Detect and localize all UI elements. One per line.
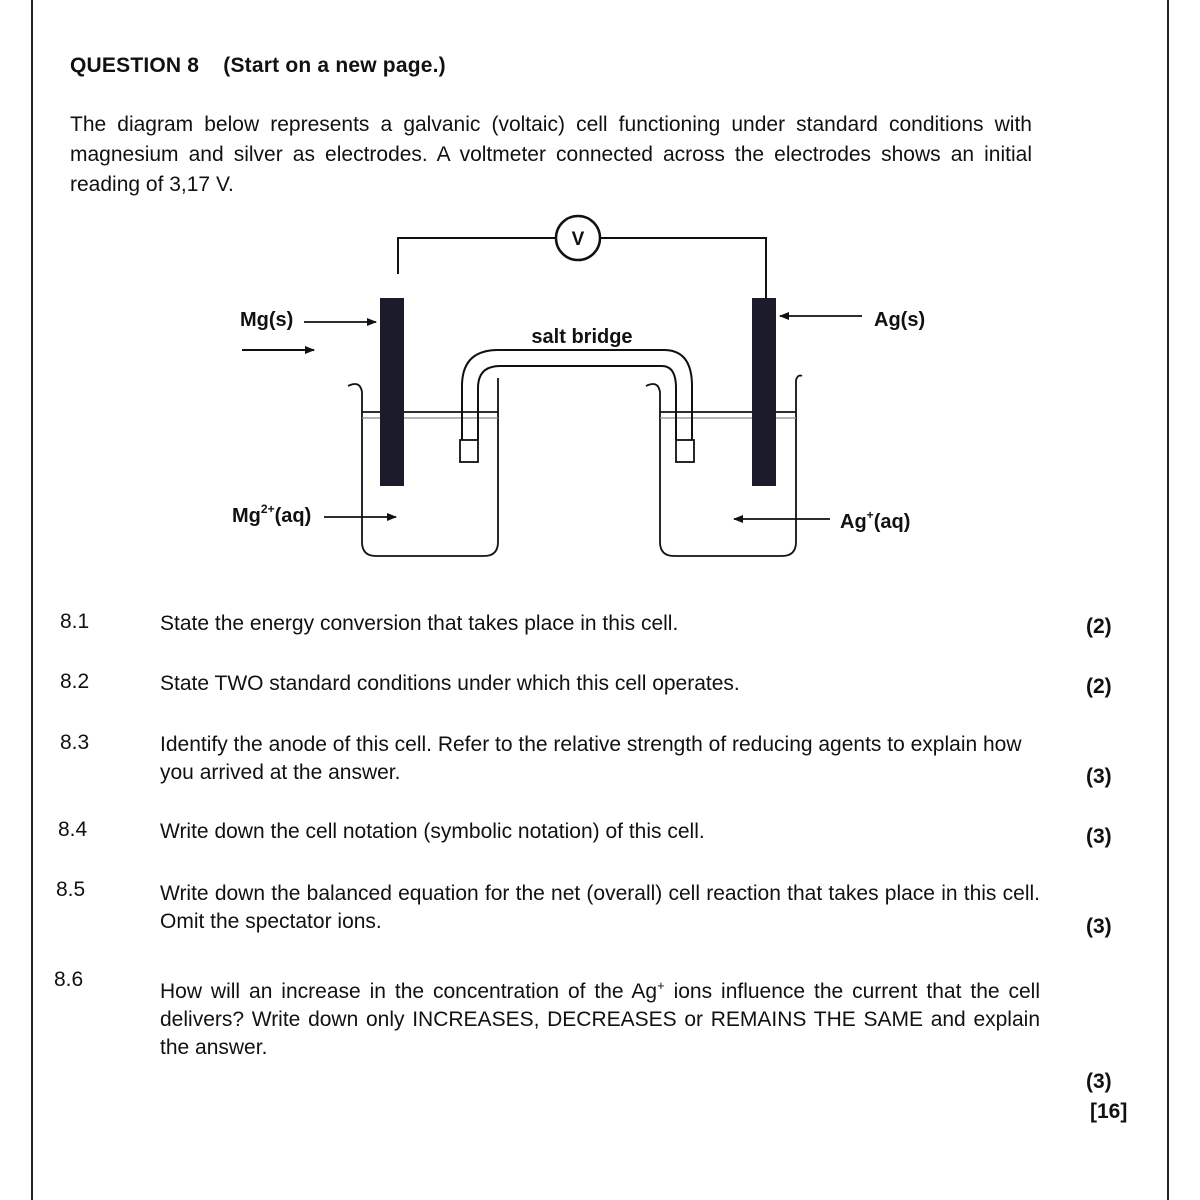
subquestion-text: State TWO standard conditions under which this cell operates. <box>160 672 740 695</box>
voltmeter-label: V <box>571 229 585 250</box>
left-beaker <box>348 378 498 556</box>
external-wire-right <box>600 238 766 300</box>
subquestion-text: Write down the cell notation (symbolic notation) of this cell. <box>160 820 705 843</box>
subquestion-text: How will an increase in the concentration of the Ag+ ions influence the current that the cell delivers? Write down only INCREASES, DECREASES or REMAINS THE SAME and explain the answer. <box>160 978 1040 1059</box>
total-marks: [16] <box>1090 1100 1128 1123</box>
ag-ion-label: Ag+(aq) <box>840 508 911 533</box>
subquestion-text: State the energy conversion that takes place in this cell. <box>160 612 679 635</box>
magnesium-electrode <box>380 298 404 486</box>
subquestion-text: Identify the anode of this cell. Refer to the relative strength of reducing agents to explain how you arrived at the answer. <box>160 733 1022 784</box>
subquestion-marks: (2) <box>1086 675 1112 698</box>
subquestion-marks: (3) <box>1086 765 1112 788</box>
subquestion-number: 8.6 <box>54 968 84 991</box>
subquestion-number: 8.4 <box>58 818 88 841</box>
subquestion-marks: (3) <box>1086 825 1112 848</box>
subquestion-marks: (2) <box>1086 615 1112 638</box>
silver-electrode <box>752 298 776 486</box>
salt-bridge-plug-right <box>676 440 694 462</box>
right-beaker <box>646 376 802 557</box>
subquestion-marks: (3) <box>1086 915 1112 938</box>
salt-bridge-plug-left <box>460 440 478 462</box>
subquestion-marks: (3) <box>1086 1070 1112 1093</box>
question-note: (Start on a new page.) <box>223 54 446 77</box>
subquestion-number: 8.1 <box>60 610 90 633</box>
subquestion-number: 8.3 <box>60 731 90 754</box>
salt-bridge-label: salt bridge <box>531 326 633 348</box>
ag-electrode-label: Ag(s) <box>874 309 926 331</box>
question-intro: The diagram below represents a galvanic (voltaic) cell functioning under standard conditions with magnesium and silver as electrodes. A voltmeter connected across the electrodes shows an initial reading of 3,17 V. <box>70 113 1032 196</box>
mg-electrode-label: Mg(s) <box>240 309 294 331</box>
subquestion-number: 8.2 <box>60 670 90 693</box>
question-title: QUESTION 8 <box>70 54 200 77</box>
subquestion-text: Write down the balanced equation for the net (overall) cell reaction that takes place in this cell. Omit the spectator ions. <box>160 882 1040 933</box>
mg-ion-label: $Mg^{2+}(aq)$ <box>232 502 312 527</box>
external-wire <box>398 238 556 274</box>
subquestion-number: 8.5 <box>56 878 86 901</box>
